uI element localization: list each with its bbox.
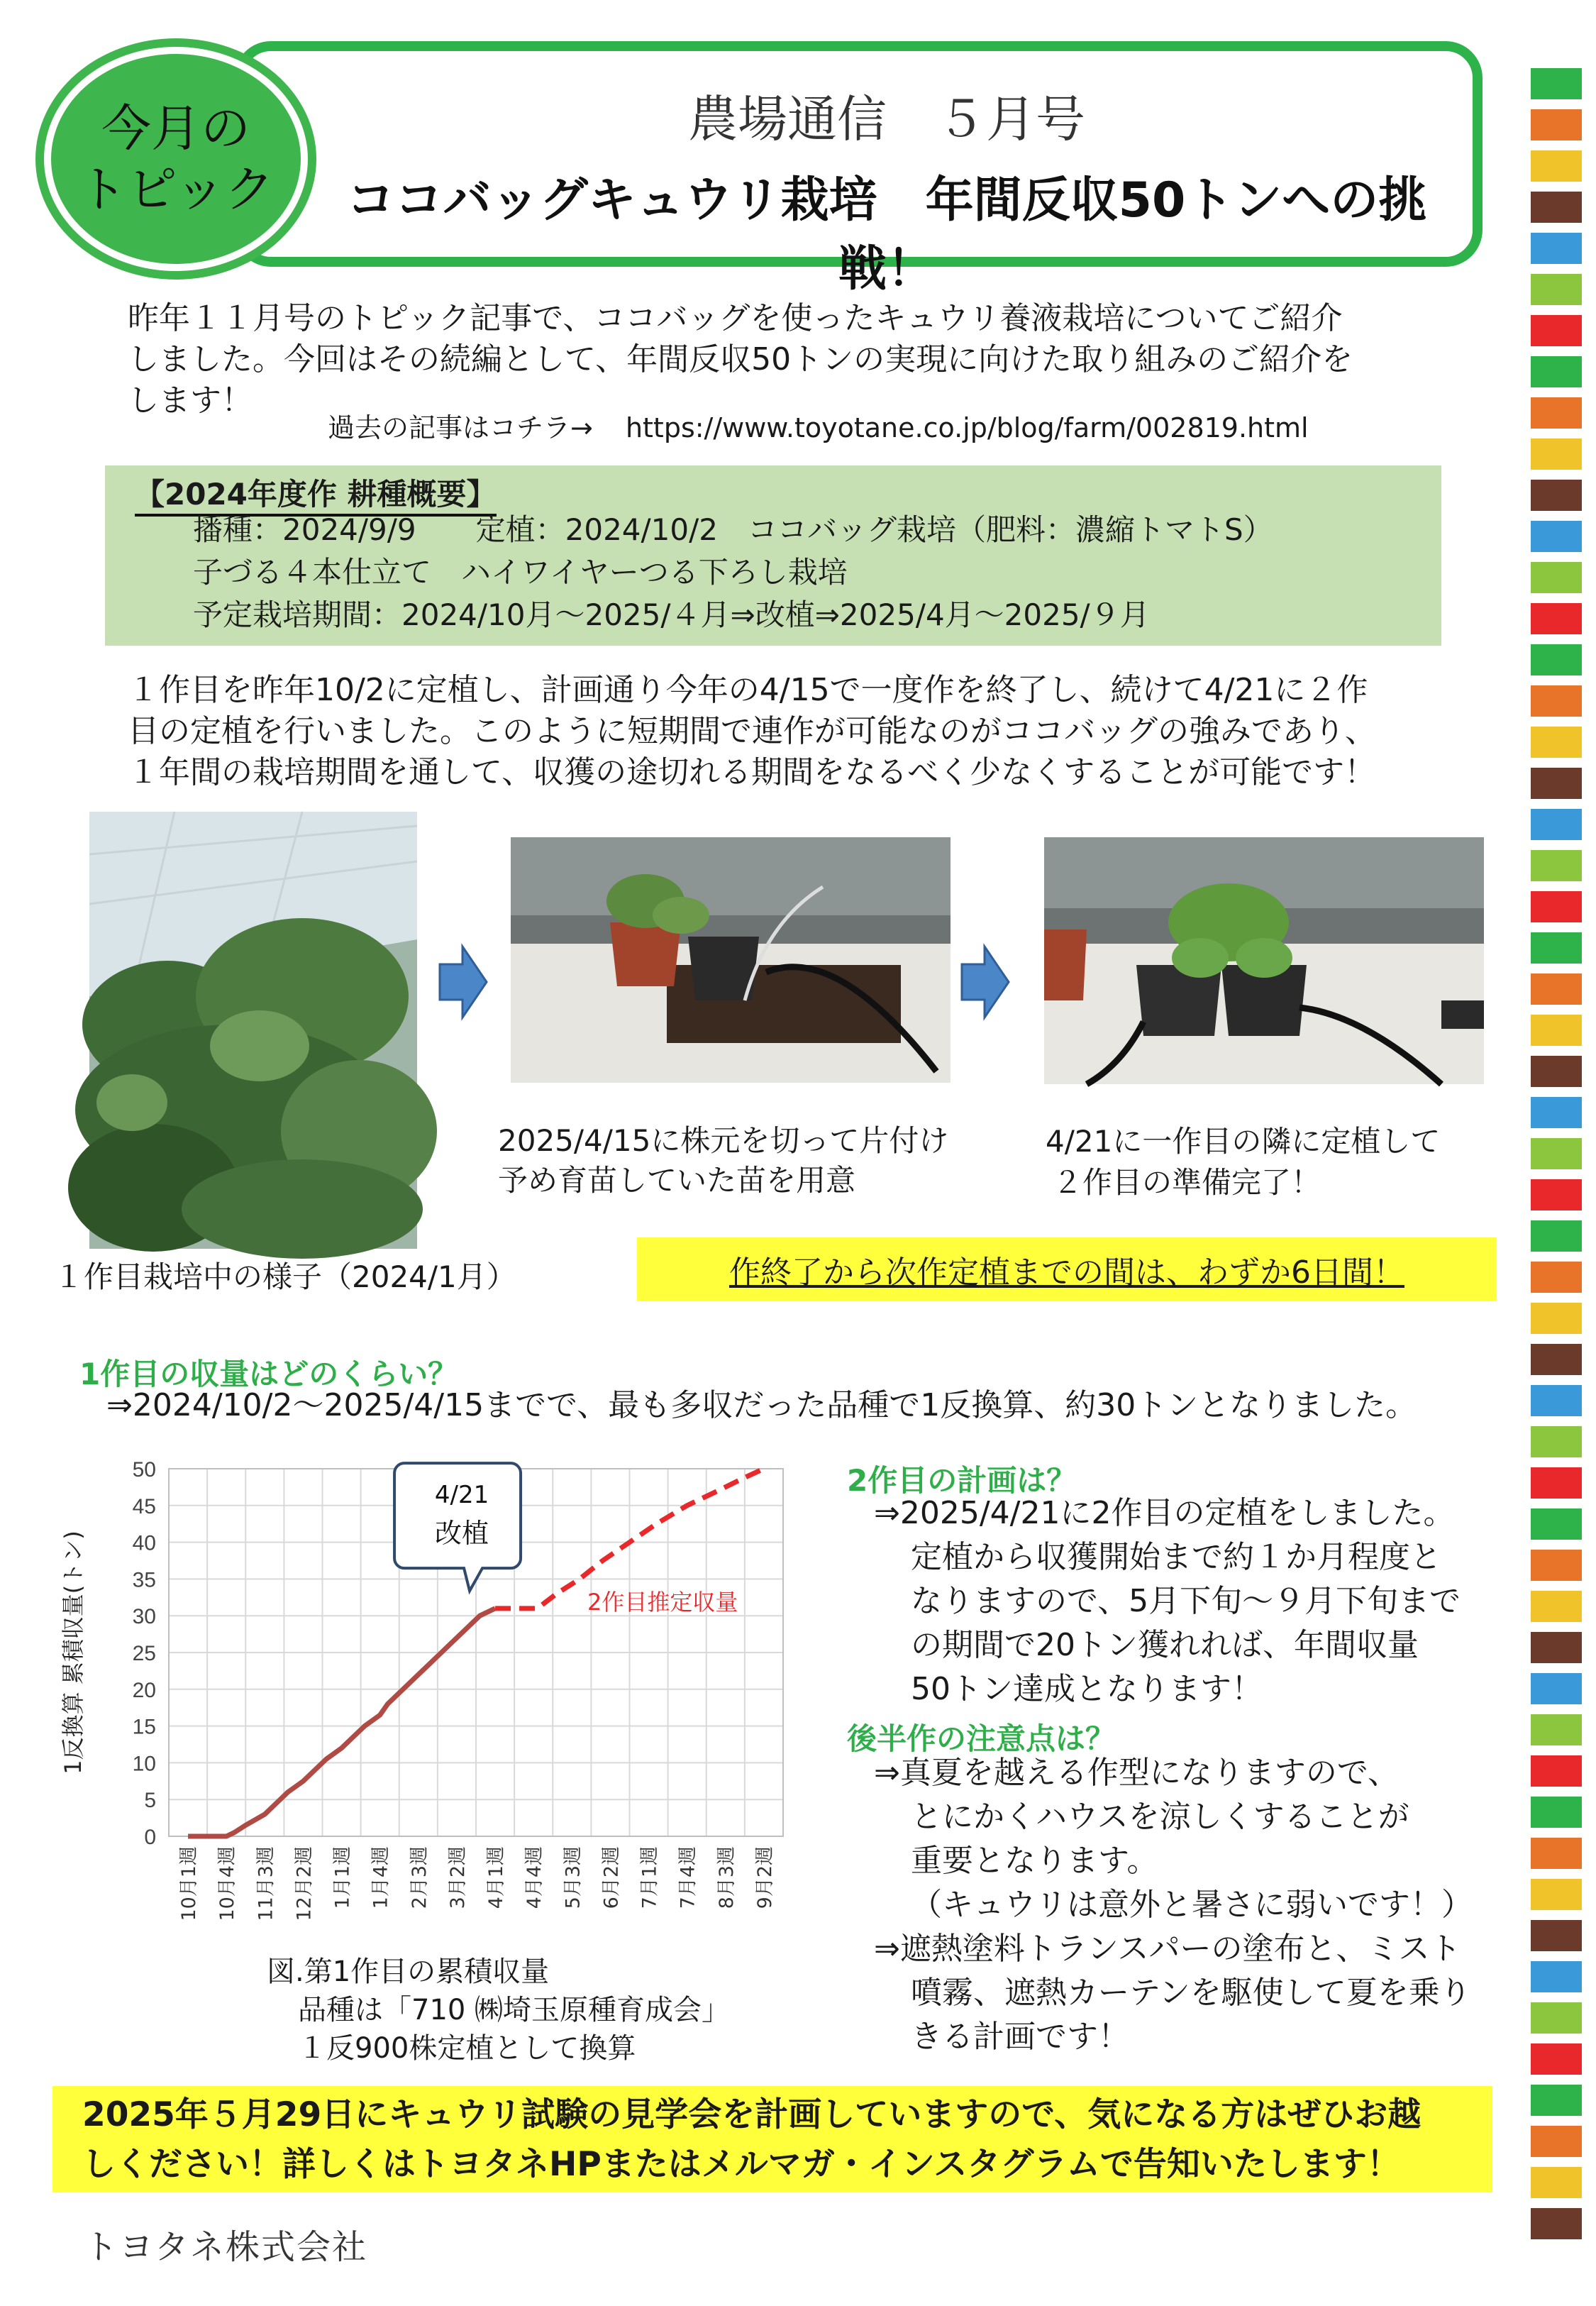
stripe	[1531, 274, 1582, 305]
stripe	[1531, 438, 1582, 470]
stripe	[1531, 1879, 1582, 1910]
y-tick-label: 45	[132, 1494, 156, 1518]
y-tick-label: 50	[132, 1458, 156, 1482]
badge-line2: トピック	[77, 160, 275, 219]
stripe	[1531, 1138, 1582, 1169]
stripe	[1531, 850, 1582, 881]
stripe	[1531, 1303, 1582, 1334]
stripe	[1531, 192, 1582, 223]
text-line: とにかくハウスを涼しくすることが	[911, 1799, 1409, 1835]
text-line: （キュウリは意外と暑さに弱いです！）	[911, 1887, 1473, 1923]
y-axis-label: 1反換算 累積収量(トン)	[60, 1530, 87, 1775]
arrow-right-icon	[962, 947, 1009, 1017]
intro-line: します！	[128, 382, 253, 419]
stripe	[1531, 1426, 1582, 1457]
topic-badge	[44, 47, 308, 271]
section-text-yield: ⇒2024/10/2～2025/4/15までで、最も多収だった品種で1反換算、約30トンとなりました。	[106, 1387, 1417, 1423]
y-tick-label: 15	[132, 1715, 156, 1739]
summary-line: 予定栽培期間：2024/10月～2025/４月⇒改植⇒2025/4月～2025/９月	[193, 597, 1150, 632]
stripe	[1531, 1673, 1582, 1704]
y-tick-label: 5	[144, 1789, 156, 1813]
stripe	[1531, 1961, 1582, 1992]
stripe	[1531, 1591, 1582, 1622]
y-tick-label: 40	[132, 1531, 156, 1555]
stripe	[1531, 356, 1582, 387]
section-heading-second-crop: 2作目の計画は？	[847, 1463, 1077, 1498]
stripe	[1531, 1920, 1582, 1951]
text-line: の期間で20トン獲れれば、年間収量	[911, 1627, 1419, 1663]
stripe	[1531, 1179, 1582, 1210]
banner-line: しください！詳しくはトヨタネHPまたはメルマガ・インスタグラムで告知いたします！	[82, 2145, 1400, 2184]
cumulative-yield-chart	[60, 1439, 802, 1978]
callout-label: 改植	[435, 1518, 489, 1550]
event-banner-text	[82, 2090, 1480, 2190]
section-text-second-crop	[874, 1491, 1461, 1711]
photo-seedlings-prepared	[511, 837, 951, 1083]
stripe	[1531, 1632, 1582, 1663]
stripe	[1531, 685, 1582, 717]
y-tick-label: 20	[132, 1678, 156, 1702]
stripe	[1531, 233, 1582, 264]
stripe	[1531, 150, 1582, 182]
photo-caption-2	[498, 1121, 948, 1201]
stripe	[1531, 1097, 1582, 1128]
caption-line: 2025/4/15に株元を切って片付け	[498, 1123, 949, 1158]
stripe	[1531, 1550, 1582, 1581]
text-line: なりますので、5月下旬～９月下旬まで	[911, 1583, 1461, 1619]
stripe	[1531, 1262, 1582, 1293]
stripe	[1531, 2043, 1582, 2075]
body-line: 目の定植を行いました。このように短期間で連作が可能なのがココバッグの強みであり、	[128, 713, 1376, 749]
badge-line1: 今月の	[101, 99, 250, 158]
x-tick-label: 7月4週	[677, 1846, 699, 1909]
caption-line: 予め育苗していた苗を用意	[498, 1163, 856, 1198]
stripe	[1531, 1344, 1582, 1375]
body-line: １年間の栽培期間を通して、収獲の途切れる期間をなるべく少なくすることが可能です！	[128, 754, 1376, 790]
stripe	[1531, 1508, 1582, 1540]
caption-line: ２作目の準備完了！	[1053, 1165, 1321, 1200]
stripe	[1531, 2002, 1582, 2034]
chart-caption-title: 図.第1作目の累積収量	[267, 1955, 550, 1988]
page-title: 農場通信 ５月号	[688, 90, 1085, 148]
estimate-label: 2作目推定収量	[587, 1588, 738, 1616]
intro-paragraph	[128, 298, 1447, 421]
photo-caption-3	[1046, 1121, 1440, 1203]
stripe	[1531, 809, 1582, 840]
text-line: 重要となります。	[911, 1843, 1158, 1879]
x-tick-label: 4月4週	[523, 1846, 546, 1909]
y-tick-label: 35	[132, 1568, 156, 1592]
company-name: トヨタネ株式会社	[84, 2227, 368, 2267]
y-tick-label: 25	[132, 1642, 156, 1665]
stripe	[1531, 2167, 1582, 2198]
stripe	[1531, 1797, 1582, 1828]
x-tick-label: 4月1週	[485, 1846, 508, 1909]
stripe	[1531, 727, 1582, 758]
series-line-first-crop	[188, 1609, 495, 1836]
stripe	[1531, 1467, 1582, 1499]
body-line: １作目を昨年10/2に定植し、計画通り今年の4/15で一度作を終了し、続けて4/21に２作	[128, 672, 1368, 708]
intro-line: 昨年１１月号のトピック記事で、ココバッグを使ったキュウリ養液栽培についてご紹介	[128, 300, 1343, 336]
section-heading-caution: 後半作の注意点は？	[847, 1721, 1116, 1756]
stripe	[1531, 1755, 1582, 1787]
x-tick-label: 3月2週	[446, 1846, 469, 1909]
stripe	[1531, 2126, 1582, 2157]
photo-caption-1: １作目栽培中の様子（2024/1月）	[54, 1259, 516, 1294]
summary-title: 【2024年度作 耕種概要】	[135, 471, 497, 517]
stripe	[1531, 1015, 1582, 1046]
x-tick-label: 7月1週	[638, 1846, 661, 1909]
text-line: 50トン達成となります！	[911, 1671, 1263, 1707]
arrow-right-icon	[440, 947, 487, 1017]
past-article-link-line	[328, 406, 1309, 445]
stripe	[1531, 1220, 1582, 1252]
stripe	[1531, 644, 1582, 675]
decorative-stripes	[1531, 68, 1582, 2276]
stripe	[1531, 1714, 1582, 1745]
x-tick-label: 6月2週	[600, 1846, 623, 1909]
stripe	[1531, 68, 1582, 99]
stripe	[1531, 521, 1582, 552]
stripe	[1531, 1056, 1582, 1087]
y-tick-label: 10	[132, 1752, 156, 1776]
highlight-six-days: 作終了から次作定植までの間は、わずか6日間！	[637, 1237, 1497, 1301]
stripe	[1531, 603, 1582, 634]
page-subtitle: ココバッグキュウリ栽培 年間反収50トンへの挑戦！	[346, 172, 1427, 297]
x-tick-label: 10月4週	[216, 1846, 239, 1921]
stripe	[1531, 932, 1582, 964]
stripe	[1531, 315, 1582, 346]
stripe	[1531, 109, 1582, 140]
x-tick-label: 12月2週	[293, 1846, 316, 1921]
x-tick-label: 5月3週	[562, 1846, 584, 1909]
x-tick-label: 8月3週	[715, 1846, 738, 1909]
stripe	[1531, 1385, 1582, 1416]
photo-second-crop-planted	[1044, 837, 1484, 1084]
body-paragraph	[128, 670, 1447, 793]
x-tick-label: 1月1週	[331, 1846, 354, 1909]
photo-first-crop	[89, 812, 417, 1249]
x-tick-label: 11月3週	[255, 1846, 277, 1921]
stripe	[1531, 768, 1582, 799]
section-heading-yield: 1作目の収量はどのくらい？	[79, 1357, 458, 1391]
stripe	[1531, 397, 1582, 429]
chart-caption-note: １反900株定植として換算	[298, 2032, 636, 2065]
summary-line: 播種：2024/9/9 定植：2024/10/2 ココバッグ栽培（肥料：濃縮トマトS）	[193, 512, 1273, 547]
past-article-link[interactable]: https://www.toyotane.co.jp/blog/farm/002819.html	[625, 412, 1309, 443]
link-prefix: 過去の記事はコチラ→	[328, 412, 593, 443]
x-tick-label: 2月3週	[408, 1846, 431, 1909]
chart-caption	[267, 1953, 730, 2068]
section-text-caution	[874, 1751, 1473, 2059]
x-tick-label: 9月2週	[753, 1846, 776, 1909]
text-line: ⇒真夏を越える作型になりますので、	[874, 1755, 1399, 1791]
text-line: 噴霧、遮熱カーテンを駆使して夏を乗り	[911, 1975, 1471, 2011]
x-tick-label: 10月1週	[178, 1846, 201, 1921]
callout-date: 4/21	[434, 1481, 489, 1510]
text-line: ⇒遮熱塗料トランスパーの塗布と、ミスト	[874, 1931, 1461, 1967]
intro-line: しました。今回はその続編として、年間反収50トンの実現に向けた取り組みのご紹介を	[128, 341, 1353, 377]
chart-caption-variety: 品種は「710 ㈱埼玉原種育成会」	[298, 1994, 731, 2026]
stripe	[1531, 891, 1582, 922]
x-tick-label: 1月4週	[370, 1846, 392, 1909]
banner-line: 2025年５月29日にキュウリ試験の見学会を計画していますので、気になる方はぜひお越	[82, 2095, 1422, 2134]
caption-line: 4/21に一作目の隣に定植して	[1046, 1124, 1441, 1159]
stripe	[1531, 2208, 1582, 2239]
stripe	[1531, 2085, 1582, 2116]
text-line: ⇒2025/4/21に2作目の定植をしました。	[874, 1495, 1455, 1531]
stripe	[1531, 973, 1582, 1005]
text-line: 定植から収獲開始まで約１か月程度と	[911, 1539, 1441, 1575]
text-line: きる計画です！	[911, 2019, 1129, 2055]
replant-callout	[394, 1463, 521, 1591]
stripe	[1531, 1838, 1582, 1869]
summary-line: 子づる４本仕立て ハイワイヤーつる下ろし栽培	[193, 555, 848, 590]
stripe	[1531, 562, 1582, 593]
stripe	[1531, 480, 1582, 511]
y-tick-label: 30	[132, 1605, 156, 1629]
y-tick-label: 0	[144, 1826, 156, 1849]
